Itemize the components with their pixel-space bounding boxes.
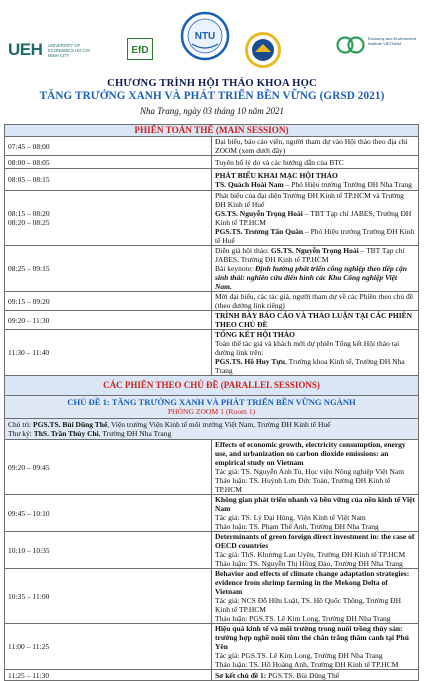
table-row: 08:05 – 08:15 PHÁT BIỂU KHAI MẠC HỘI THẢO TS. Quách Hoài Nam – Phó Hiệu trưởng Trường ĐH Nha Trang [5, 169, 419, 191]
efd-mark-icon [127, 38, 153, 60]
date-line: Nha Trang, ngày 03 tháng 10 năm 2021 [139, 106, 284, 116]
parallel-header-row [5, 376, 419, 396]
talk-row: 10:35 – 11:00 Behavior and effects of climate change adaptation strategies: evidence from shrimp farming in the Mekong Delta of Vietnam Tác giả: NCS Đỗ Hữu Luật, TS. Hồ Quốc Thông, Trường ĐH Kinh tế TP.HCM Thảo luận: PGS.TS. Lê Kim Long, Trường ĐH Nha Trang [5, 569, 419, 624]
eei-logo: Economy and Environment Institute VIETNAM [336, 34, 366, 61]
title-block [0, 78, 424, 116]
table-row: 07:45 – 08:00 Đại biểu, báo cáo viên, người tham dự vào Hội thảo theo địa chỉ ZOOM (xem dưới đây) [5, 137, 419, 156]
talk-row: 11:25 – 11:30 Sơ kết chủ đề 1: PGS.TS. Bùi Dũng Thể [5, 670, 419, 681]
hue-seal-icon [245, 32, 281, 68]
conference-title: TĂNG TRƯỞNG XANH VÀ PHÁT TRIỂN BỀN VỮNG (GRSD 2021) [39, 90, 385, 102]
program-title: CHƯƠNG TRÌNH HỘI THẢO KHOA HỌC [107, 78, 317, 89]
talk-row: 10:10 – 10:35 Determinants of green foreign direct investment in: the case of OECD countries Tác giả: ThS. Khương Lan Uyên, Trường ĐH Kinh tế TP.HCM Thảo luận: TS. Nguyễn Thị Hồng Đào, Trường ĐH Nha Trang [5, 532, 419, 569]
table-row: 09:20 – 11:30 TRÌNH BÀY BÁO CÁO VÀ THẢO LUẬN TẠI CÁC PHIÊN THEO CHỦ ĐỀ [5, 311, 419, 330]
efd-logo [127, 38, 153, 65]
topic-row [5, 396, 419, 419]
table-row: 11:30 – 11:40 TỔNG KẾT HỘI THẢO Toàn thể tác giả và khách mời dự phiên Tổng kết Hội thảo tại đường link trên: PGS.TS. Hồ Huy Tựu, Trưởng khoa Kinh tế, Trường ĐH Nha Trang [5, 330, 419, 376]
logo-strip [0, 0, 424, 72]
talk-row: 11:00 – 11:25 Hiệu quả kinh tế và môi trường trong nuôi trồng thủy sản: trường hợp nghề nuôi tôm thẻ chân trắng thâm canh tại Phú Yên Tác giả: PGS.TS. Lê Kim Long, Trường ĐH Nha Trang Thảo luận: TS. Hồ Hoàng Anh, Trường ĐH Kinh tế TP.HCM [5, 624, 419, 670]
ntu-seal-icon [180, 10, 230, 64]
talk-row: 09:45 – 10:10 Không gian phát triển nhanh và bền vững của nền kinh tế Việt Nam Tác giả: TS. Lý Đại Hùng, Viện Kinh tế Việt Nam Thảo luận: TS. Phạm Thế Anh, Trường ĐH Nha Trang [5, 495, 419, 532]
chair-row: Chủ trì: PGS.TS. Bùi Dũng Thể, Viện trưởng Viện Kinh tế môi trường Việt Nam, Trường ĐH Kinh tế Huế Thư ký: ThS. Trần Thùy Chi, Trường ĐH Nha Trang [5, 419, 419, 440]
svg-text:EfD: EfD [131, 45, 149, 56]
eei-mark-icon [336, 34, 366, 56]
plenary-title: PHIÊN TOÀN THỂ (MAIN SESSION) [5, 125, 419, 137]
topic-title: CHỦ ĐỀ 1: TĂNG TRƯỞNG XANH VÀ PHÁT TRIỂN BỀN VỮNG NGÀNH [67, 397, 356, 407]
talk-row: 09:20 – 09:45 Effects of economic growth, electricity consumption, energy use, and urbanization on carbon dioxide emissions: an empirical study on Vietnam Tác giả: TS. Nguyễn Anh Tu, Học viện Nông nghiệp Việt Nam Thảo luận: TS. Huỳnh Lưu Đức Toàn, Trường ĐH Kinh tế TP.HCM [5, 440, 419, 495]
schedule-table [4, 124, 419, 681]
ntu-logo [180, 10, 230, 69]
parallel-title: CÁC PHIÊN THEO CHỦ ĐỀ (PARALLEL SESSIONS) [5, 376, 419, 396]
table-row: 08:25 – 09:15 Diễn giả hội thảo: GS.TS. Nguyễn Trọng Hoài – TBT Tạp chí JABES, Trường ĐH Kinh tế TP.HCM Bài keynote: Định hướng phát triển công nghiệp theo tiếp cận sinh thái: nghiên cứu điển hình các Khu Công nghiệp Việt Nam. [5, 246, 419, 292]
room-label: PHÒNG ZOOM 1 (Room 1) [167, 407, 256, 416]
ueh-logo: UEH UNIVERSITY OF ECONOMICS HO CHI MINH CITY [8, 40, 90, 59]
table-row: 08:15 – 08:20 08:20 – 08:25 Phát biểu của đại diện Trường ĐH Kinh tế TP.HCM và Trường ĐH Kinh tế Huế GS.TS. Nguyễn Trọng Hoài – TBT Tạp chí JABES, Trường ĐH Kinh tế TP.HCM PGS.TS. Trương Tấn Quân – Phó Hiệu trưởng Trường ĐH Kinh tế Huế [5, 191, 419, 246]
svg-text:NTU: NTU [194, 31, 216, 42]
hue-university-logo [245, 32, 281, 73]
table-row: 09:15 – 09:20 Mời đại biểu, các tác giả, người tham dự về các Phiên theo chủ đề (theo đường link riêng) [5, 292, 419, 311]
table-row: 08:00 – 08:05 Tuyên bố lý do và các hướng dẫn của BTC [5, 156, 419, 169]
plenary-header-row [5, 125, 419, 137]
